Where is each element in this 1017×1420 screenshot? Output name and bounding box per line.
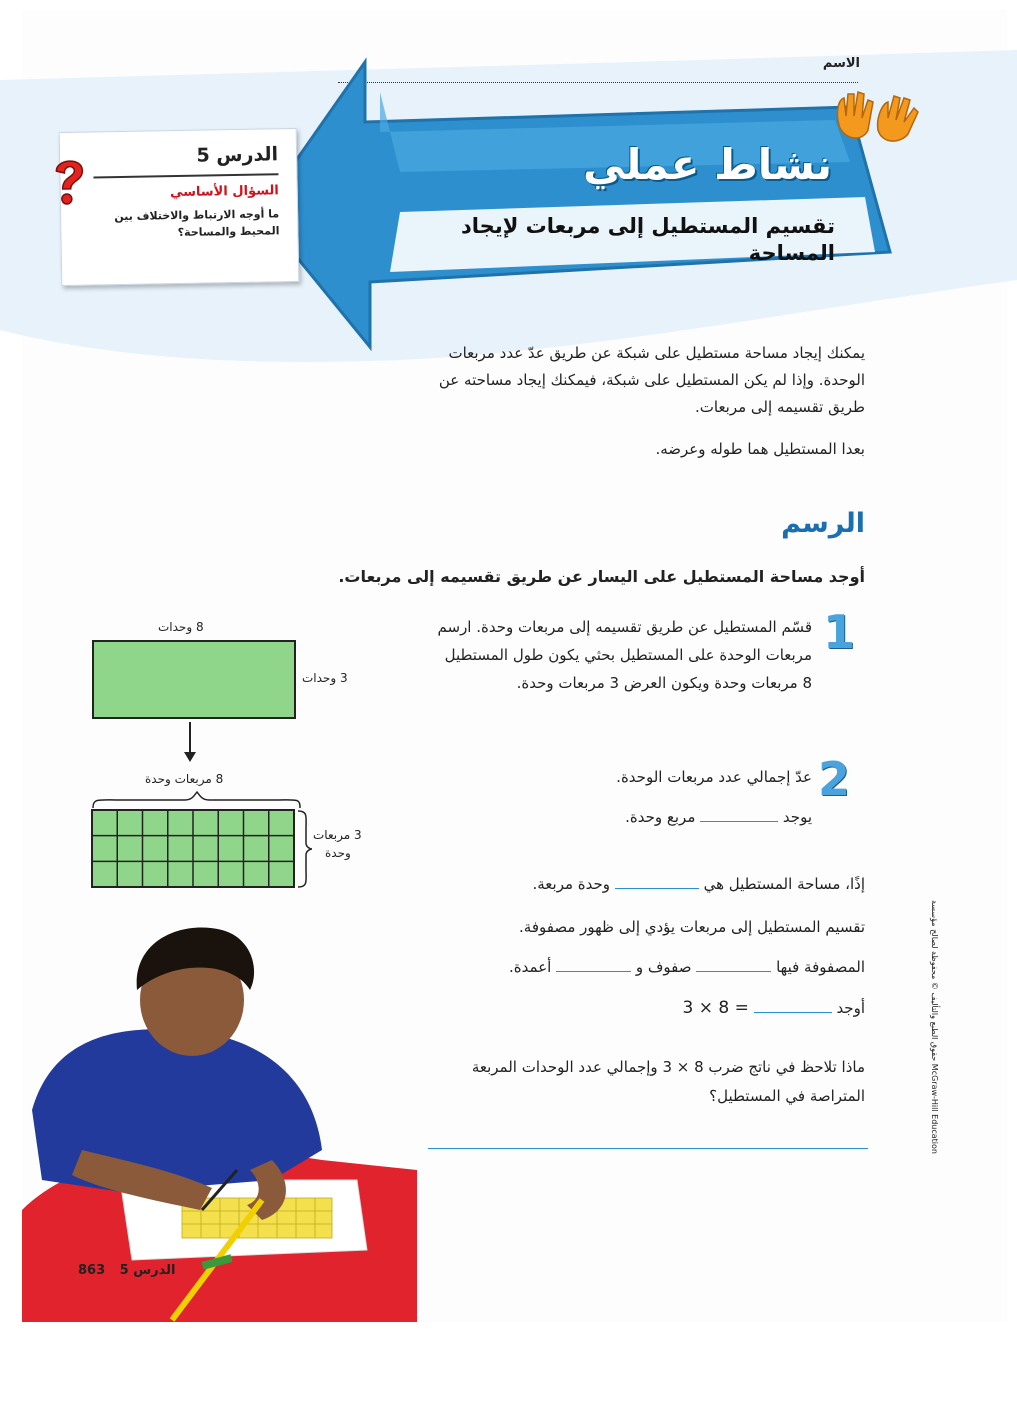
columns-label: أعمدة.: [509, 958, 552, 976]
width-brace: [296, 809, 314, 889]
hands-icon: [830, 88, 922, 148]
activity-title: نشاط عملي: [582, 140, 832, 189]
step-1-number: 1: [823, 605, 856, 659]
bottom-width-label: 3 مربعات: [313, 828, 362, 842]
divider: [93, 173, 278, 178]
step-2-text: عدّ إجمالي عدد مربعات الوحدة.: [616, 768, 812, 786]
step-1-text: قسّم المستطيل عن طريق تقسيمه إلى مربعات وحدة. ارسم مربعات الوحدة على المستطيل بحثي يكون طول المستطيل 8 مربعات وحدة ويكون العرض 3 مربعات وحدة.: [437, 618, 812, 692]
area-prefix: إذًا، مساحة المستطيل هي: [703, 875, 865, 893]
bottom-length-label: 8 مربعات وحدة: [145, 772, 224, 786]
exist-sentence: [625, 808, 812, 826]
essential-question-label: السؤال الأساسي: [169, 183, 279, 201]
top-width-label: 3 وحدات: [302, 671, 348, 685]
footer-page: 863: [78, 1263, 106, 1278]
essential-question-text: ما أوجه الارتباط والاختلاف بين المحيط والمساحة؟: [114, 207, 280, 240]
rows-label: صفوف و: [635, 958, 692, 976]
footer: [78, 1263, 176, 1278]
reflection-question: ماذا تلاحظ في ناتج ضرب 8 × 3 وإجمالي عدد الوحدات المربعة المتراصة في المستطيل؟: [471, 1058, 865, 1105]
unit-square-count-blank[interactable]: [700, 821, 778, 822]
copyright-text: حقوق الطبع والتأليف © محفوظة لصالح مؤسسة McGraw-Hill Education: [930, 900, 939, 1154]
step-2-number: 2: [818, 752, 851, 806]
product-expression: 3 × 8 =: [682, 998, 749, 1018]
exist-suffix: مربع وحدة.: [625, 808, 696, 826]
array-has-label: المصفوفة فيها: [776, 958, 865, 976]
plain-rectangle: [92, 640, 296, 719]
exist-prefix: يوجد: [782, 808, 812, 826]
lesson-number: الدرس 5: [196, 143, 279, 167]
name-label: الاسم: [822, 56, 860, 71]
question-mark-icon: [48, 155, 91, 208]
activity-subtitle: تقسيم المستطيل إلى مربعات لإيجاد المساحة: [461, 214, 835, 265]
section-heading: الرسم: [781, 508, 865, 539]
intro-dimensions: بعدا المستطيل هما طوله وعرضه.: [655, 440, 865, 458]
bottom-width-unit-label: وحدة: [325, 846, 351, 860]
intro-paragraph: يمكنك إيجاد مساحة مستطيل على شبكة عن طريق عدّ عدد مربعات الوحدة. وإذا لم يكن المستطيل على شبكة، فيمكنك إيجاد مساحته عن طريق تقسيمه إلى مربعات.: [438, 344, 865, 416]
copyright-notice: [925, 900, 939, 1200]
area-blank[interactable]: [615, 888, 699, 889]
find-product: [683, 998, 865, 1018]
footer-lesson: الدرس 5: [119, 1263, 176, 1278]
lesson-card: [59, 128, 300, 286]
rows-blank[interactable]: [696, 971, 771, 972]
length-brace: [90, 790, 305, 810]
area-sentence: [532, 875, 865, 893]
area-suffix: وحدة مربعة.: [532, 875, 611, 893]
unit-square-grid: [91, 809, 295, 889]
array-sentence: تقسيم المستطيل إلى مربعات يؤدي إلى ظهور مصفوفة.: [519, 918, 865, 936]
product-blank[interactable]: [754, 1012, 832, 1013]
top-length-label: 8 وحدات: [158, 620, 204, 634]
down-arrow-icon: [180, 720, 200, 764]
columns-blank[interactable]: [556, 971, 631, 972]
answer-line[interactable]: [428, 1148, 868, 1149]
array-rows-columns: [509, 958, 865, 976]
task-instruction: أوجد مساحة المستطيل على اليسار عن طريق تقسيمه إلى مربعات.: [338, 567, 865, 586]
activity-arrow-banner: [250, 52, 910, 352]
boy-photo: [22, 920, 417, 1322]
find-prefix: أوجد: [836, 999, 865, 1017]
